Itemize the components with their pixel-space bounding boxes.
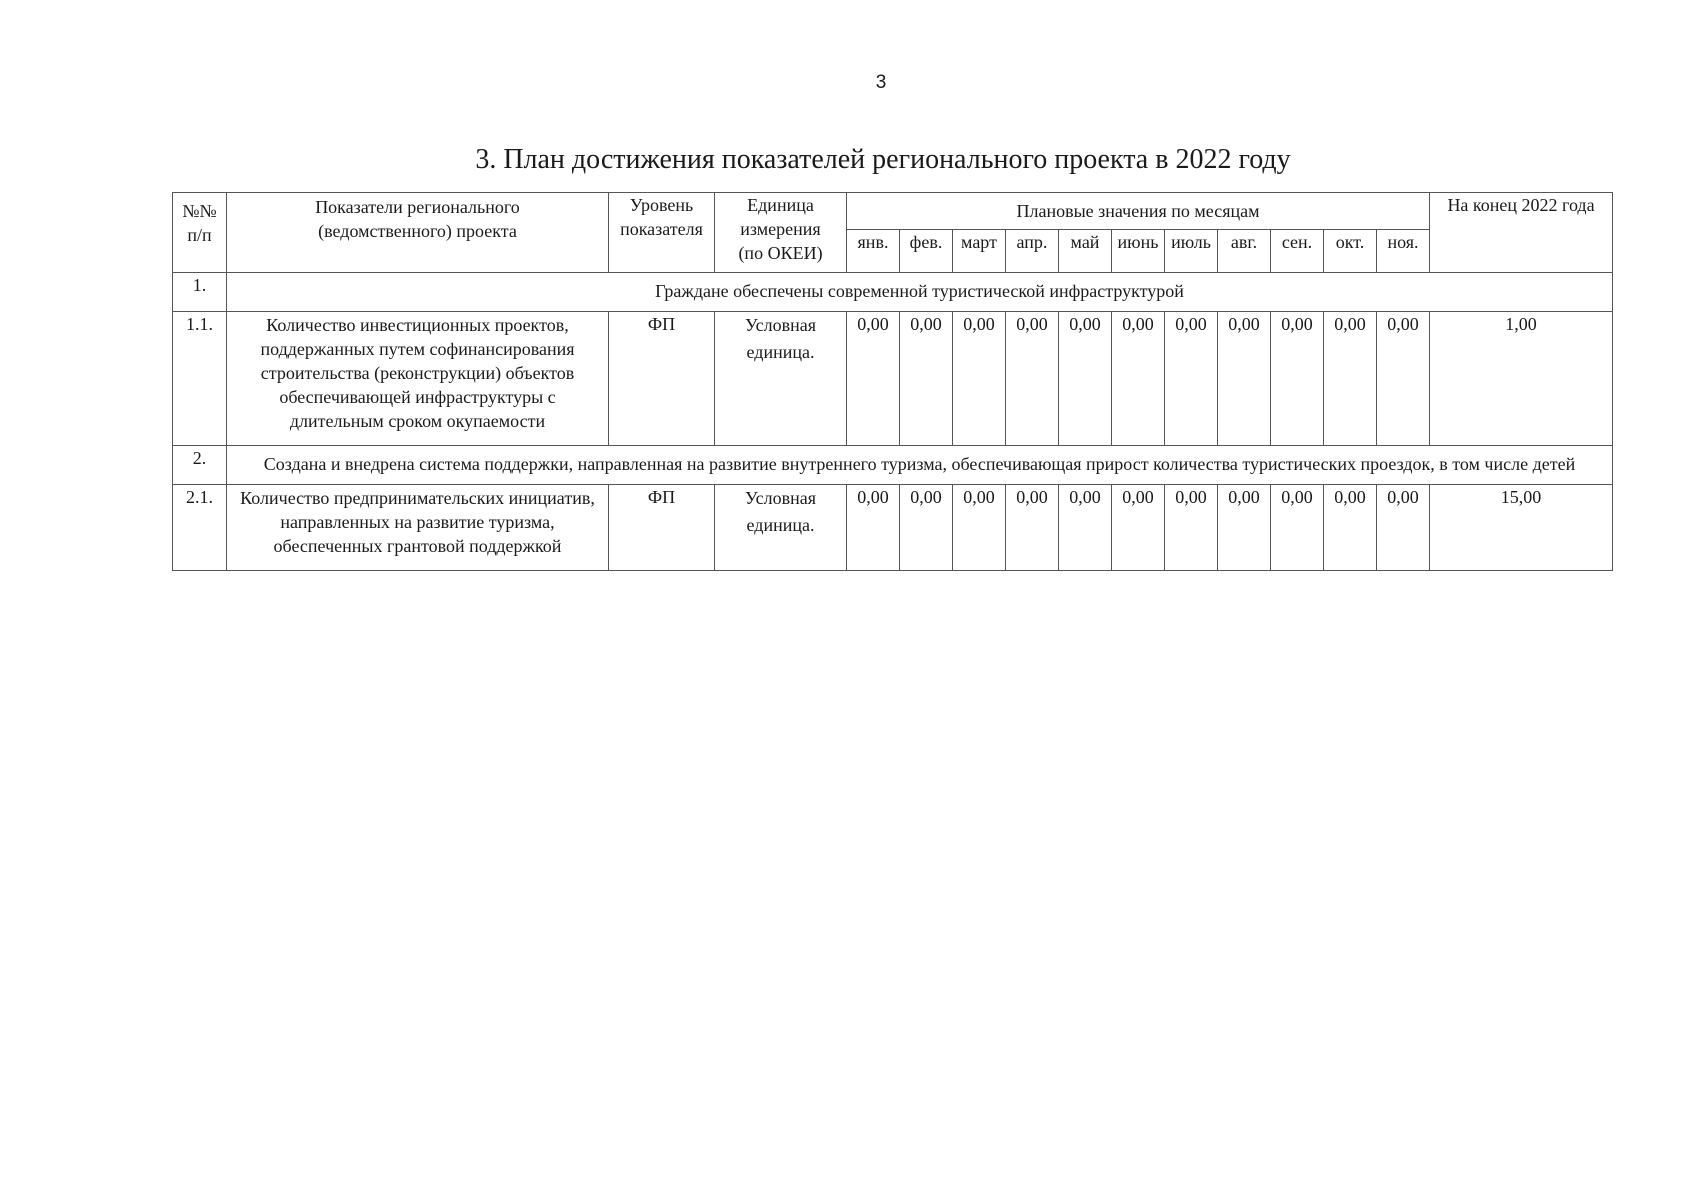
month-value: 0,00 (1377, 312, 1430, 446)
month-value: 0,00 (1059, 312, 1112, 446)
month-header: янв. (847, 230, 900, 273)
month-header: окт. (1324, 230, 1377, 273)
month-header: апр. (1006, 230, 1059, 273)
indicator-name: Количество предпринимательских инициатив, направленных на развитие туризма, обеспеченных грантовой поддержкой (227, 485, 609, 571)
month-value: 0,00 (1006, 485, 1059, 571)
month-header: сен. (1271, 230, 1324, 273)
month-value: 0,00 (1271, 485, 1324, 571)
section-title: Создана и внедрена система поддержки, направленная на развитие внутреннего туризма, обеспечивающая прирост количества туристических проездок, в том числе детей (227, 446, 1613, 485)
month-value: 0,00 (1324, 485, 1377, 571)
month-header: июнь (1112, 230, 1165, 273)
section-row (173, 446, 1613, 485)
end-of-year-value: 1,00 (1430, 312, 1613, 446)
month-header: авг. (1218, 230, 1271, 273)
indicator-unit: Условная единица. (715, 485, 847, 571)
plan-table (172, 192, 1613, 571)
section-num: 1. (173, 273, 227, 312)
header-monthly: Плановые значения по месяцам (847, 193, 1430, 230)
month-value: 0,00 (953, 485, 1006, 571)
month-value: 0,00 (1165, 312, 1218, 446)
month-value: 0,00 (1271, 312, 1324, 446)
month-value: 0,00 (1112, 485, 1165, 571)
indicator-name: Количество инвестиционных проектов, поддержанных путем софинансирования строительства (реконструкции) объектов обеспечивающей инфраструктуры с длительным сроком окупаемости (227, 312, 609, 446)
end-of-year-value: 15,00 (1430, 485, 1613, 571)
indicator-level: ФП (609, 312, 715, 446)
document-title: 3. План достижения показателей регионального проекта в 2022 году (475, 144, 1291, 175)
section-title: Граждане обеспечены современной туристической инфраструктурой (227, 273, 1613, 312)
month-value: 0,00 (1059, 485, 1112, 571)
month-header: фев. (900, 230, 953, 273)
month-value: 0,00 (900, 485, 953, 571)
page-number: 3 (875, 72, 887, 93)
header-indicator: Показатели регионального (ведомственного) проекта (227, 193, 609, 273)
month-value: 0,00 (1377, 485, 1430, 571)
month-header: май (1059, 230, 1112, 273)
month-value: 0,00 (847, 312, 900, 446)
header-unit: Единица измерения (по ОКЕИ) (715, 193, 847, 273)
indicator-num: 1.1. (173, 312, 227, 446)
indicator-row (173, 312, 1613, 446)
month-value: 0,00 (1006, 312, 1059, 446)
month-value: 0,00 (1165, 485, 1218, 571)
month-value: 0,00 (1324, 312, 1377, 446)
month-value: 0,00 (1218, 485, 1271, 571)
indicator-unit: Условная единица. (715, 312, 847, 446)
month-value: 0,00 (847, 485, 900, 571)
header-end-of-year: На конец 2022 года (1430, 193, 1613, 273)
indicator-level: ФП (609, 485, 715, 571)
header-level: Уровень показателя (609, 193, 715, 273)
indicator-num: 2.1. (173, 485, 227, 571)
month-value: 0,00 (1112, 312, 1165, 446)
header-num: №№ п/п (173, 193, 227, 273)
month-value: 0,00 (900, 312, 953, 446)
section-row (173, 273, 1613, 312)
month-value: 0,00 (953, 312, 1006, 446)
month-header: март (953, 230, 1006, 273)
month-value: 0,00 (1218, 312, 1271, 446)
indicator-row (173, 485, 1613, 571)
section-num: 2. (173, 446, 227, 485)
month-header: ноя. (1377, 230, 1430, 273)
month-header: июль (1165, 230, 1218, 273)
